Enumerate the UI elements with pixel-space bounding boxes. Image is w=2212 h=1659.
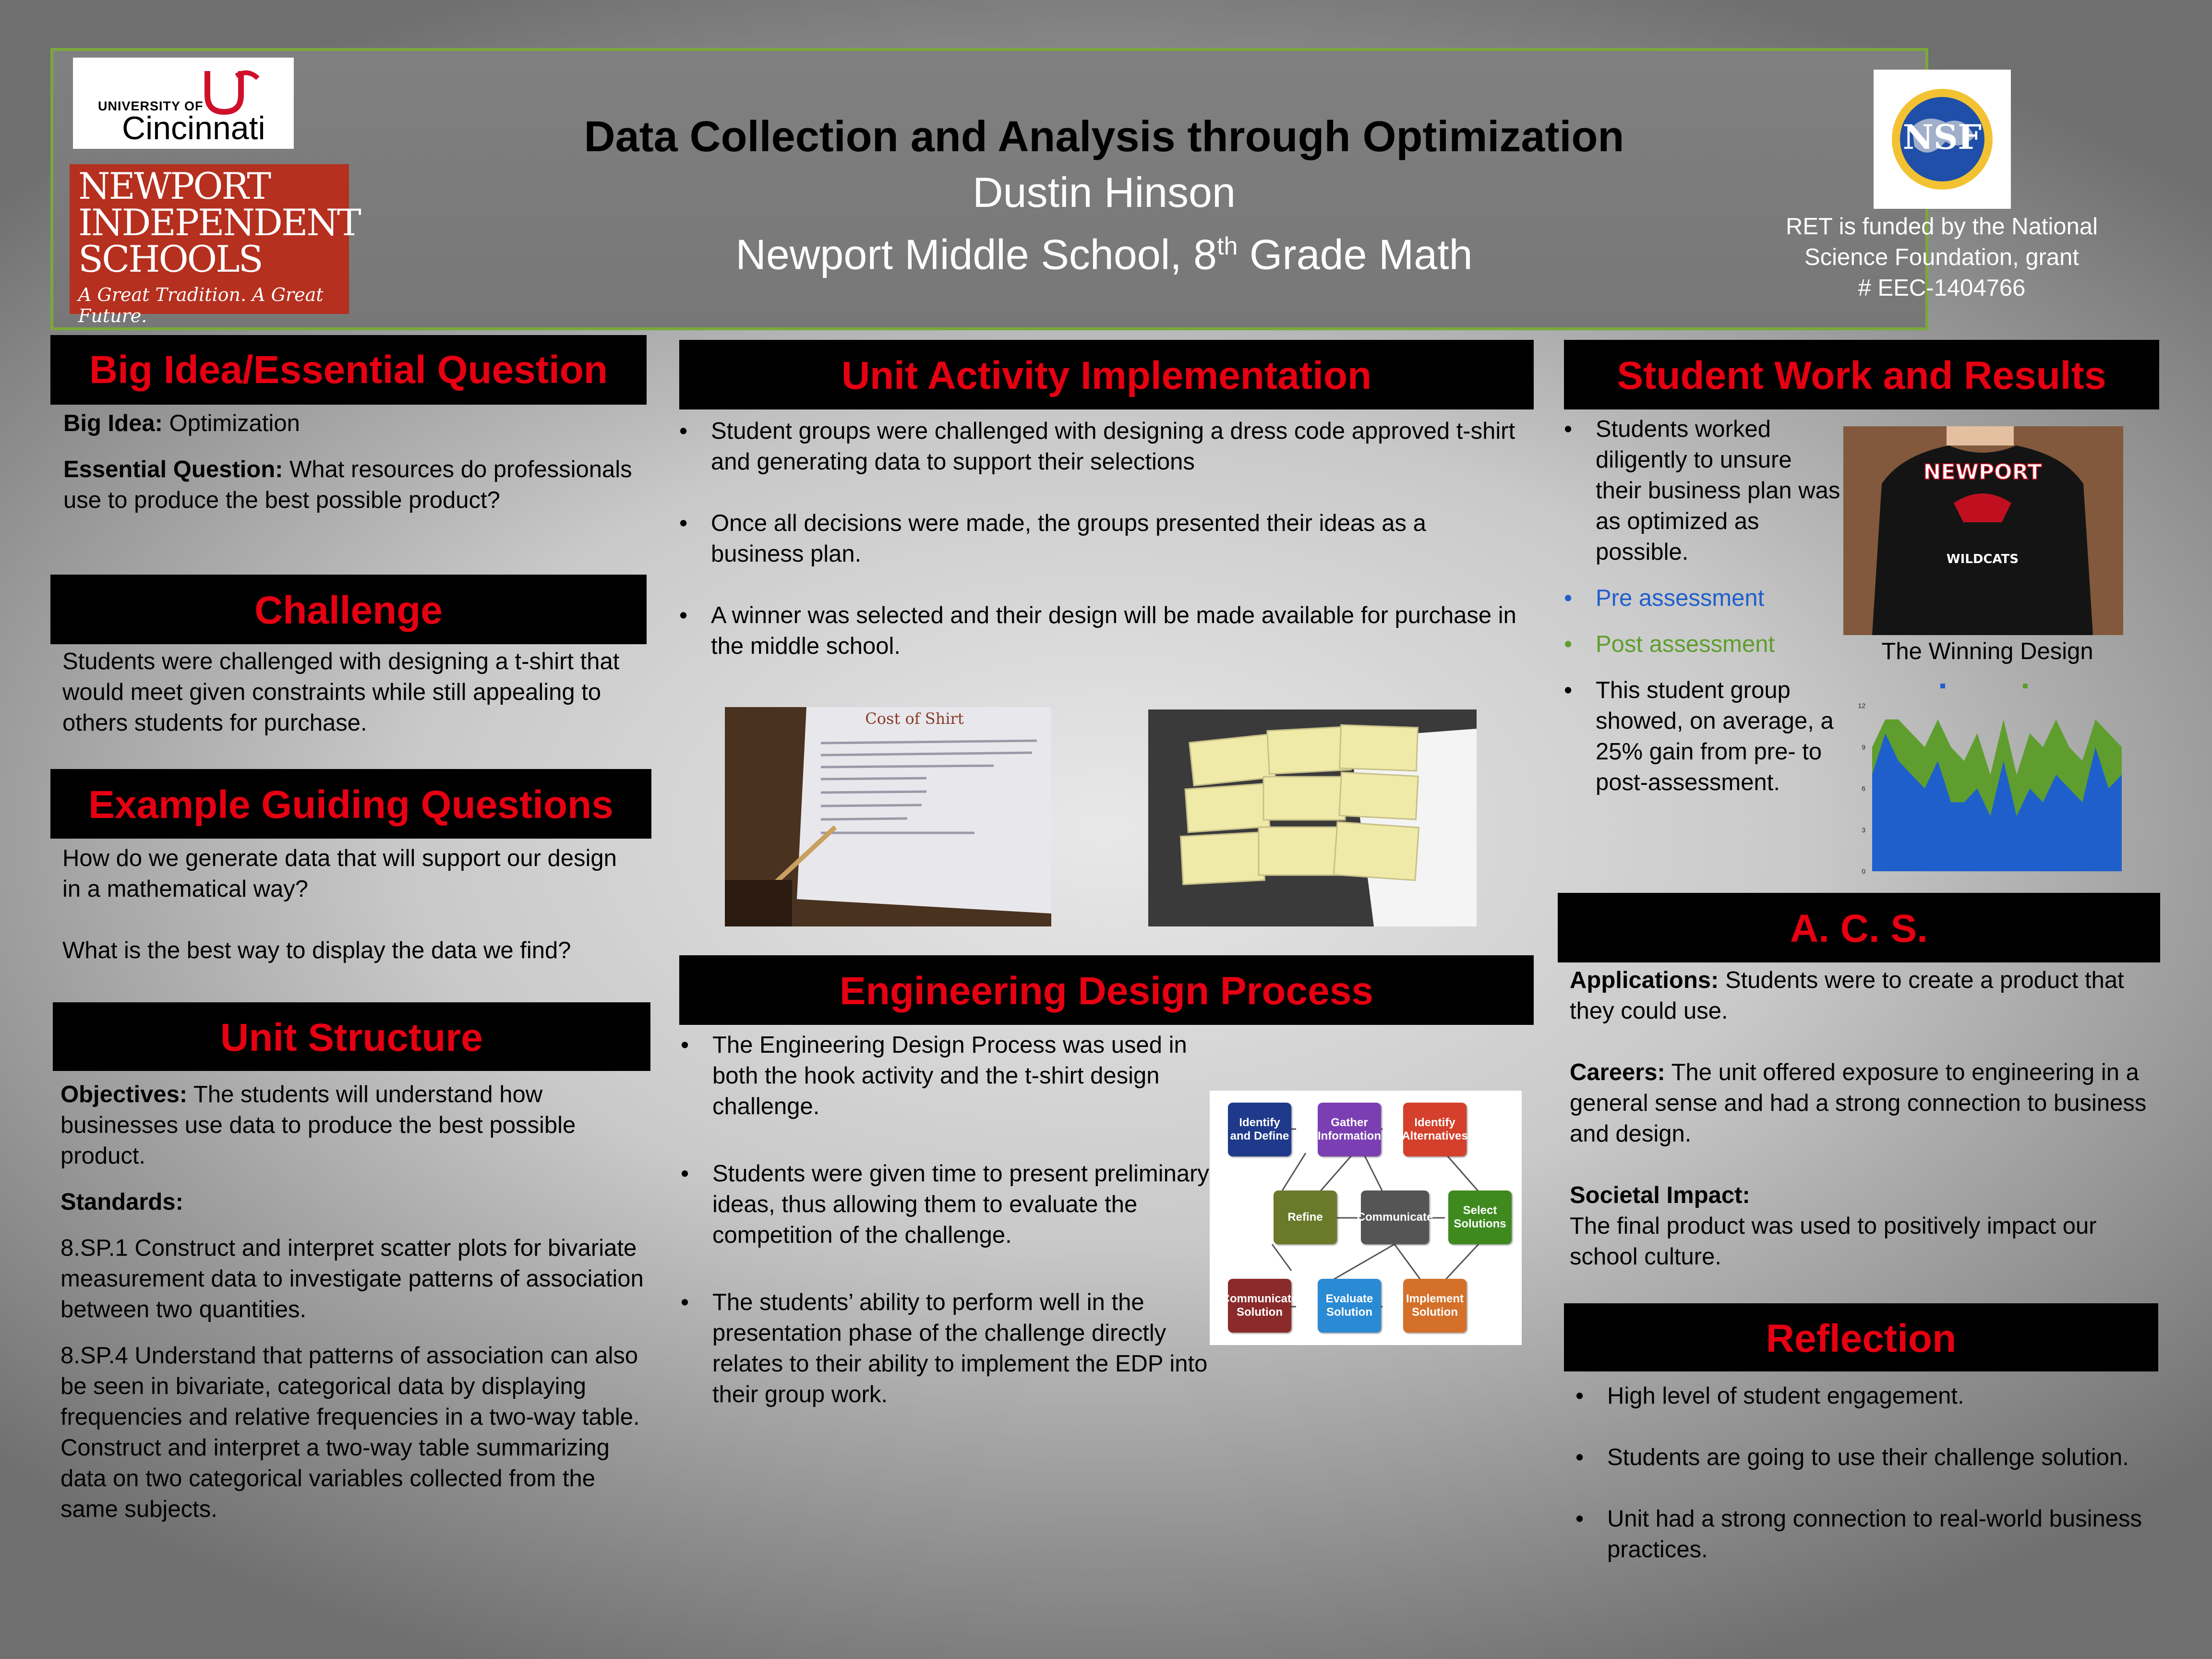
school-suffix: Grade Math xyxy=(1238,230,1473,278)
results-content xyxy=(1564,414,1842,798)
big-idea-label: Big Idea: xyxy=(63,410,163,436)
legend-marker-1 xyxy=(2023,684,2028,688)
winning-design-caption: The Winning Design xyxy=(1881,638,2093,664)
guiding-questions-heading: Example Guiding Questions xyxy=(50,769,651,839)
reflection-content xyxy=(1575,1381,2152,1565)
university-of-cincinnati-logo xyxy=(73,58,294,149)
student-worksheets-photo xyxy=(1148,709,1477,926)
applications-text: Students were to create a product that they could use. xyxy=(1570,967,2124,1024)
edp-step-select: Select Solutions xyxy=(1448,1190,1512,1244)
unit-structure-content xyxy=(60,1079,651,1525)
edp-step-communicate-solution: Communicate Solution xyxy=(1228,1279,1291,1333)
assessment-chart-svg xyxy=(1848,677,2127,878)
edp-step-evaluate: Evaluate Solution xyxy=(1318,1279,1381,1333)
challenge-heading: Challenge xyxy=(50,575,647,644)
edp-step-gather: Gather Information xyxy=(1318,1103,1381,1156)
uc-small-text: UNIVERSITY OF xyxy=(98,99,204,113)
edp-content xyxy=(681,1030,1214,1410)
pre-assessment-legend: • Pre assessment xyxy=(1564,583,1842,613)
legend-marker-0 xyxy=(1940,684,1945,688)
school-prefix: Newport Middle School, 8 xyxy=(735,230,1217,278)
societal-impact-label: Societal Impact: xyxy=(1570,1182,1750,1208)
funding-line-1: RET is funded by the National xyxy=(1785,214,2098,240)
objectives-label: Objectives: xyxy=(60,1082,188,1107)
slide-title: Cost of Shirt xyxy=(865,709,964,728)
careers-label: Careers: xyxy=(1570,1059,1665,1085)
school-superscript: th xyxy=(1217,232,1238,260)
edp-bullet-3: • The students’ ability to perform well in the presentation phase of the challenge directly relates to their ability to implement the EDP into their group work. xyxy=(681,1287,1214,1410)
edp-step-identify: Identify and Define xyxy=(1228,1103,1291,1156)
big-idea-heading: Big Idea/Essential Question xyxy=(50,335,647,405)
results-bullet-1: • Students worked diligently to unsure their business plan was as optimized as possible. xyxy=(1564,414,1842,567)
implementation-bullet-1: • Student groups were challenged with designing a dress code approved t-shirt and generating data to support their selections xyxy=(679,416,1524,477)
edp-step-communicate: Communicate xyxy=(1361,1190,1429,1244)
nis-tagline: A Great Tradition. A Great Future. xyxy=(78,284,324,326)
implementation-bullet-2: • Once all decisions were made, the groups presented their ideas as a business plan. xyxy=(679,508,1524,569)
reflection-heading: Reflection xyxy=(1564,1303,2158,1371)
essential-question-text: What resources do professionals use to produce the best possible product? xyxy=(63,457,632,513)
assessment-chart xyxy=(1848,677,2127,878)
edp-step-implement: Implement Solution xyxy=(1403,1279,1467,1333)
nsf-text: NSF xyxy=(1902,117,1982,157)
classroom-slide-photo xyxy=(725,707,1051,926)
nsf-logo xyxy=(1874,70,2011,209)
results-heading: Student Work and Results xyxy=(1564,340,2159,409)
edp-diagram xyxy=(1210,1091,1522,1345)
funding-line-3: # EEC-1404766 xyxy=(1858,275,2026,301)
big-idea-text: Optimization xyxy=(162,410,300,436)
y-tick-label: 0 xyxy=(1862,867,1865,875)
standard-8sp1: 8.SP.1 Construct and interpret scatter plots for bivariate measurement data to investigate patterns of association between two quantities. xyxy=(60,1235,644,1322)
winning-design-photo xyxy=(1843,426,2123,635)
funding-note xyxy=(1743,211,2141,303)
edp-heading: Engineering Design Process xyxy=(679,955,1534,1025)
implementation-bullet-3: • A winner was selected and their design will be made available for purchase in the middle school. xyxy=(679,600,1524,661)
newport-independent-schools-logo xyxy=(70,164,360,326)
uc-name-text: Cincinnati xyxy=(122,110,265,146)
careers-text: The unit offered exposure to engineering in a general sense and had a strong connection to business and design. xyxy=(1570,1059,2147,1147)
unit-structure-heading: Unit Structure xyxy=(53,1002,650,1071)
results-bullet-4: • This student group showed, on average, a 25% gain from pre- to post-assessment. xyxy=(1564,675,1842,798)
standards-label: Standards: xyxy=(60,1189,183,1215)
guiding-question-1: How do we generate data that will support our design in a mathematical way? xyxy=(62,845,617,902)
edp-bullet-1: • The Engineering Design Process was used in both the hook activity and the t-shirt design challenge. xyxy=(681,1030,1214,1122)
big-idea-content xyxy=(63,408,639,516)
nis-line-2: INDEPENDENT xyxy=(78,201,360,244)
author-name: Dustin Hinson xyxy=(973,168,1236,216)
y-tick-label: 12 xyxy=(1858,702,1865,709)
reflection-bullet-2: • Students are going to use their challenge solution. xyxy=(1575,1442,2152,1473)
y-tick-label: 3 xyxy=(1862,826,1865,834)
shirt-text-bottom: WILDCATS xyxy=(1946,552,2019,566)
nis-line-3: SCHOOLS xyxy=(78,238,262,280)
societal-impact-text: The final product was used to positively impact our school culture. xyxy=(1570,1213,2097,1270)
implementation-heading: Unit Activity Implementation xyxy=(679,340,1534,409)
objectives-text: The students will understand how businesses use data to produce the best possible product. xyxy=(60,1082,576,1169)
post-assessment-legend: • Post assessment xyxy=(1564,629,1842,660)
edp-bullet-2: • Students were given time to present preliminary ideas, thus allowing them to evaluate the competition of the challenge. xyxy=(681,1158,1214,1250)
essential-question-label: Essential Question: xyxy=(63,457,283,482)
nis-line-1: NEWPORT xyxy=(78,165,270,207)
acs-content xyxy=(1570,965,2155,1272)
school-line xyxy=(432,219,1776,281)
funding-line-2: Science Foundation, grant xyxy=(1804,244,2080,270)
title-block xyxy=(432,108,1776,281)
edp-step-refine: Refine xyxy=(1274,1190,1337,1244)
reflection-bullet-1: • High level of student engagement. xyxy=(1575,1381,2152,1411)
applications-label: Applications: xyxy=(1570,967,1719,993)
shirt-text-top: NEWPORT xyxy=(1923,460,2042,484)
standard-8sp4: 8.SP.4 Understand that patterns of association can also be seen in bivariate, categorical data by displaying frequencies and relative frequencies in a two-way table. Construct and interpret a two-way table summarizing data on two categorical variables collected from the same subjects. xyxy=(60,1343,640,1522)
y-tick-label: 9 xyxy=(1862,743,1865,751)
implementation-content xyxy=(679,416,1524,661)
y-tick-label: 6 xyxy=(1862,784,1865,793)
poster-title: Data Collection and Analysis through Optimization xyxy=(584,113,1624,161)
guiding-questions-content xyxy=(62,843,638,966)
guiding-question-2: What is the best way to display the data we find? xyxy=(62,938,571,963)
challenge-text: Students were challenged with designing a t-shirt that would meet given constraints while still appealing to others students for purchase. xyxy=(62,649,620,736)
reflection-bullet-3: • Unit had a strong connection to real-world business practices. xyxy=(1575,1503,2152,1565)
acs-heading: A. C. S. xyxy=(1558,893,2160,962)
edp-step-alternatives: Identify Alternatives xyxy=(1403,1103,1467,1156)
